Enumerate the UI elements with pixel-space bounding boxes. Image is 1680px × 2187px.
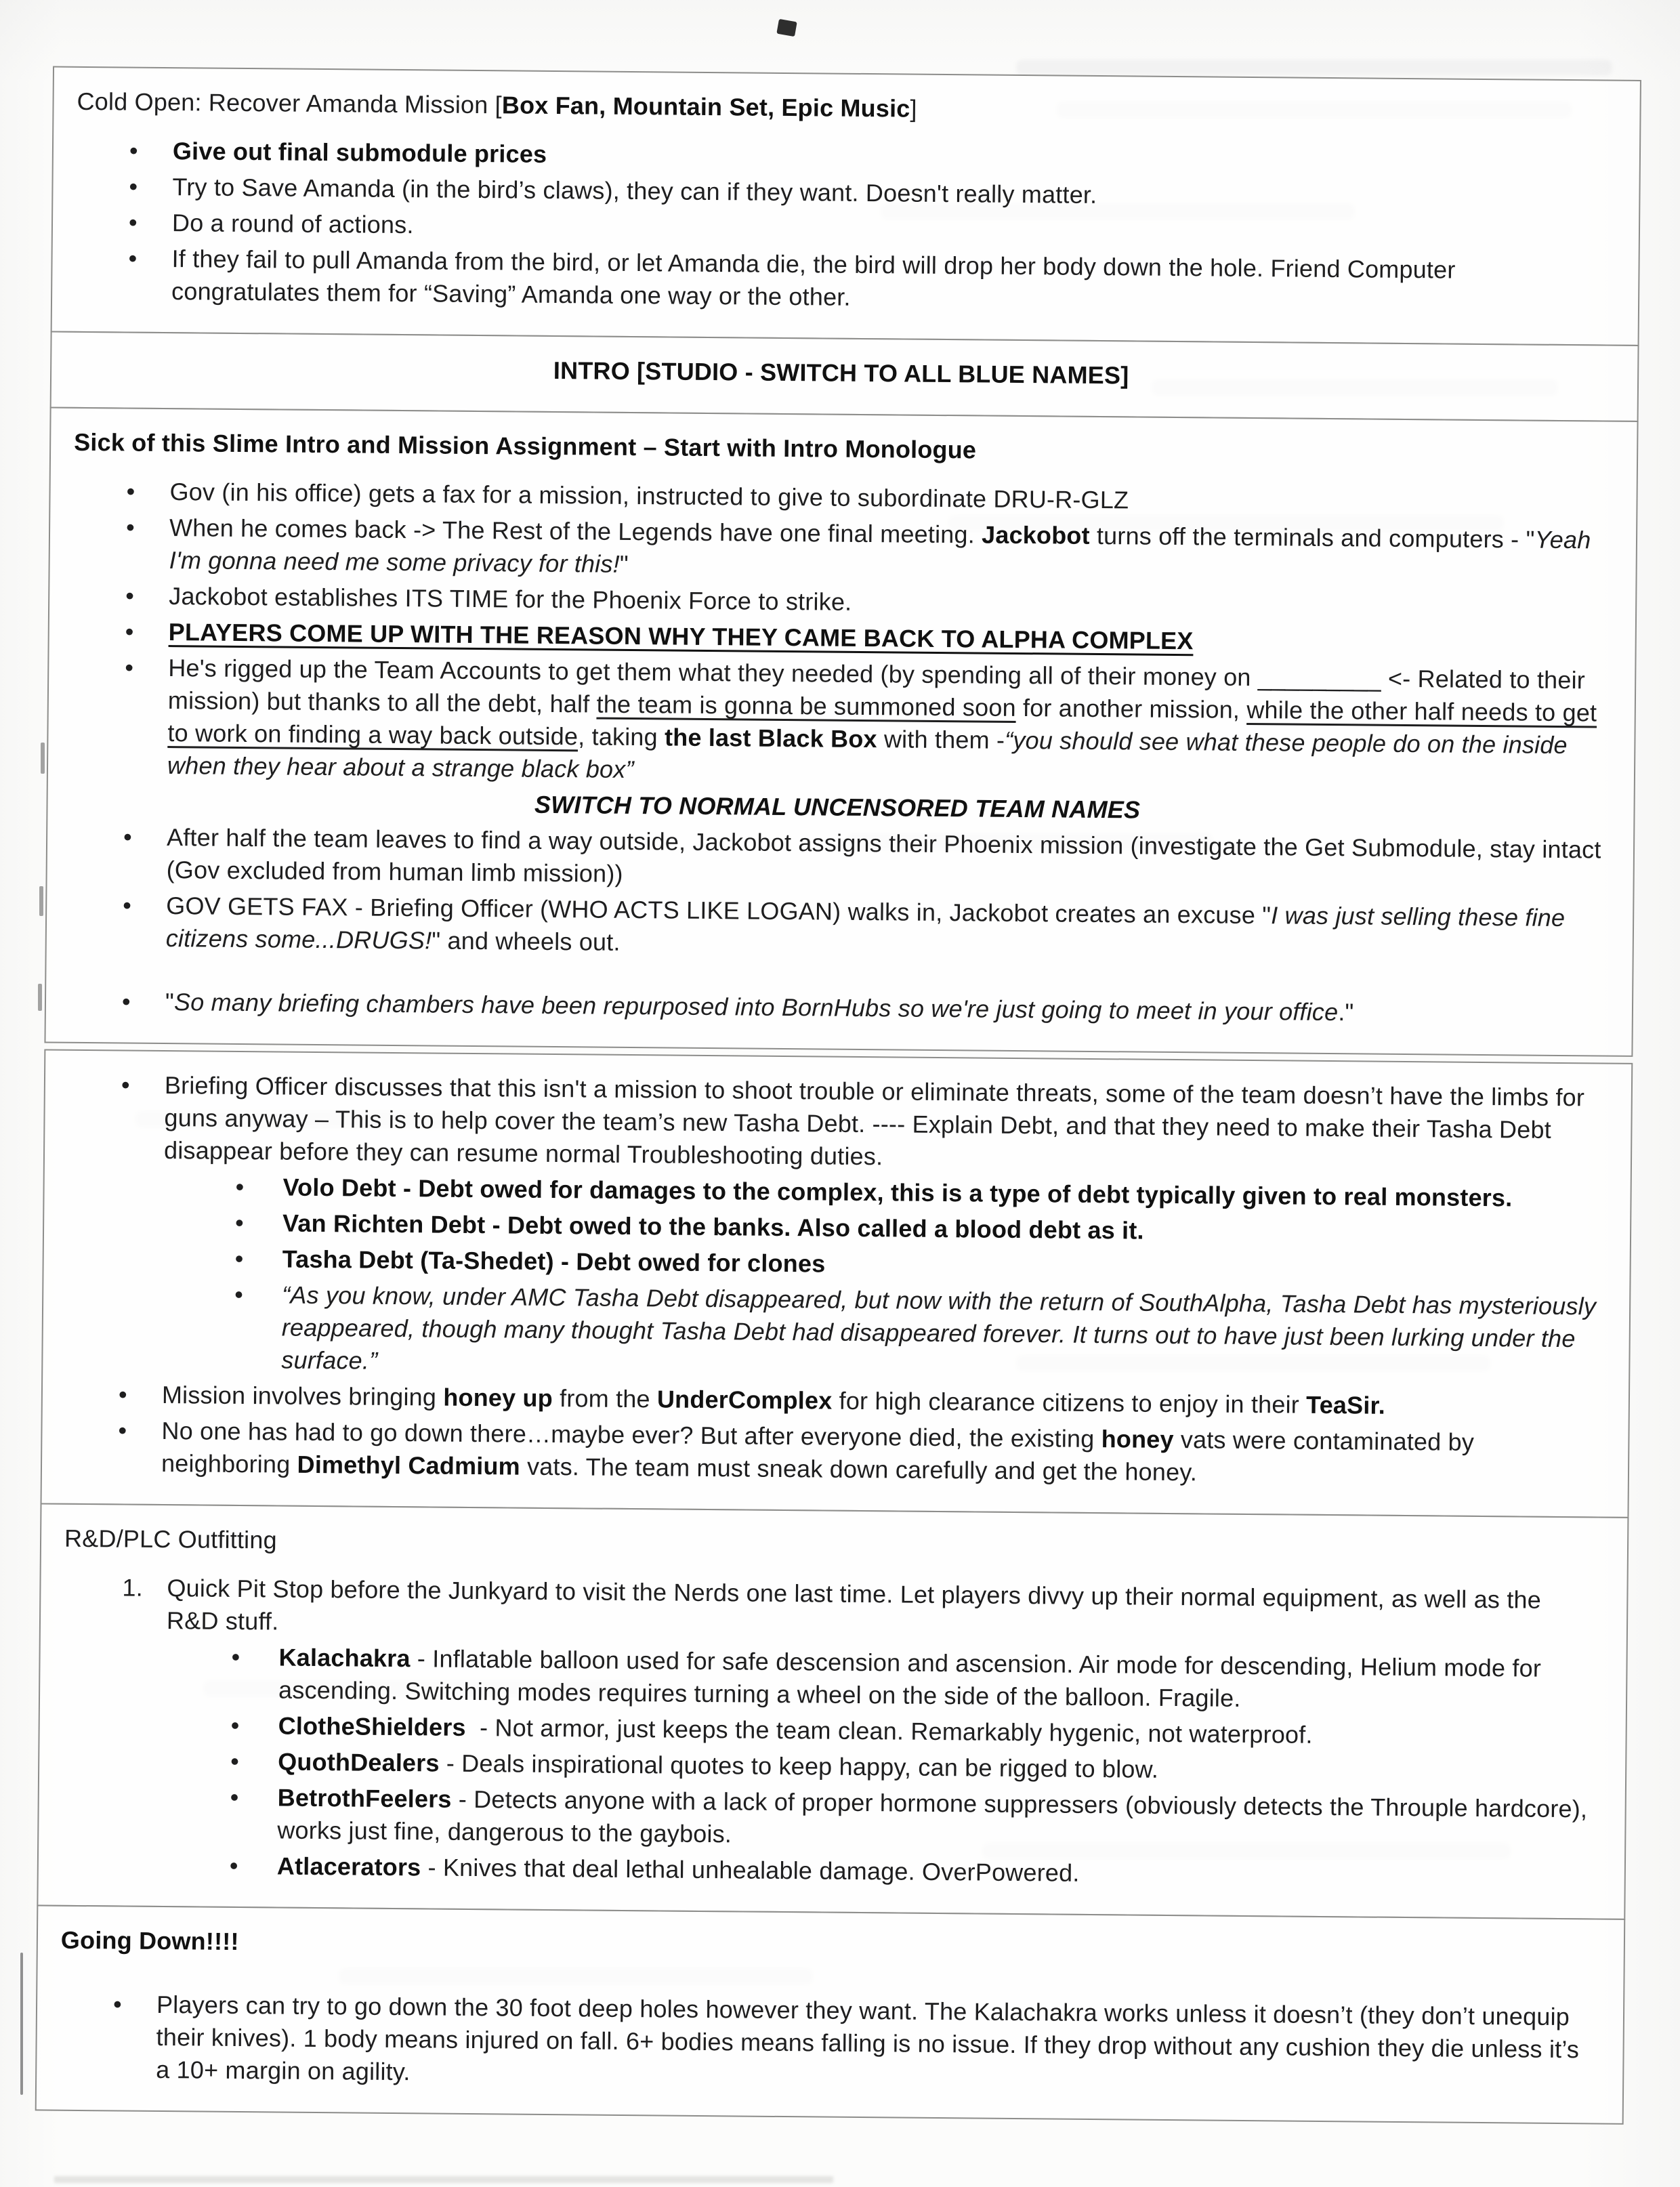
text-run: No one has had to go down there…maybe ever? But after everyone died, the existing (161, 1417, 1101, 1453)
text-run: from the (552, 1384, 658, 1413)
bullet-icon: • (125, 617, 134, 646)
bullet-icon: • (125, 581, 135, 610)
scan-edge-dash (38, 984, 42, 1011)
text-run: ClotheShielders (278, 1711, 466, 1741)
text-run: for another mission, (1015, 693, 1247, 724)
text-run: " (619, 549, 629, 578)
text-run: R&D/PLC Outfitting (64, 1524, 277, 1554)
bullet-item (70, 820, 1603, 899)
bullet-icon: • (235, 1172, 245, 1201)
bleed-through-artifact (1016, 60, 1612, 76)
bullet-item (66, 1277, 1599, 1388)
bullet-item (71, 651, 1605, 795)
bullet-item (69, 985, 1602, 1031)
text-run: When he comes back -> The Rest of the Legends have one final meeting. (169, 514, 982, 549)
bullet-icon: • (123, 891, 132, 919)
bullet-icon: • (125, 653, 134, 682)
section-heading (64, 1522, 1597, 1568)
bullet-icon: • (129, 136, 138, 165)
text-run: Sick of this Slime Intro and Mission Assignment – Start with Intro Monologue (74, 428, 977, 464)
text-run: Jackobot establishes ITS TIME for the Phoenix Force to strike. (169, 582, 852, 616)
text-run: PLAYERS COME UP WITH THE REASON WHY THEY CAME BACK TO ALPHA COMPLEX (168, 618, 1194, 655)
text-run: Mission involves bringing (161, 1381, 444, 1411)
bullet-item (68, 1068, 1601, 1180)
text-run: Van Richten Debt - Debt owed to the banks. Also called a blood debt as it. (282, 1209, 1144, 1245)
bullet-icon: • (231, 1642, 240, 1671)
section-heading (61, 1924, 1594, 1970)
text-run: Try to Save Amanda (in the bird’s claws), they can if they want. Doesn't really matter. (172, 173, 1097, 209)
centered-line (75, 350, 1608, 396)
text-run: - Deals inspirational quotes to keep happy, can be rigged to blow. (439, 1749, 1159, 1783)
text-run: vats were contaminated by neighboring (161, 1425, 1475, 1478)
bullet-icon: • (230, 1711, 240, 1740)
text-run: ] (910, 94, 917, 123)
text-run: , taking (578, 722, 665, 751)
text-run: SWITCH TO NORMAL UNCENSORED TEAM NAMES (534, 790, 1141, 824)
text-run: Cold Open: Recover Amanda Mission [ (77, 87, 503, 119)
section-slime-intro (44, 407, 1638, 1057)
text-run: turns off the terminals and computers - " (1089, 521, 1535, 554)
text-run: Gov (in his office) gets a fax for a mission, instructed to give to subordinate DRU-R-GLZ (169, 478, 1129, 514)
bullet-icon: • (125, 513, 135, 541)
text-run: QuothDealers (278, 1747, 440, 1777)
text-run: I was just selling these fine citizens some...DRUGS! (165, 901, 1566, 955)
document-page (35, 66, 1641, 2125)
text-run: Yeah I'm gonna need me some privacy for this! (169, 525, 1591, 578)
bullet-item (60, 1988, 1593, 2099)
text-run: ." (1338, 998, 1354, 1026)
text-run: honey up (443, 1383, 553, 1413)
bullet-item (70, 889, 1603, 967)
text-run: Tasha Debt (Ta-Shedet) - Debt owed for clones (282, 1245, 826, 1278)
scan-edge-dash (41, 743, 45, 774)
list-number: 1. (122, 1573, 144, 1602)
text-run: Box Fan, Mountain Set, Epic Music (501, 91, 910, 123)
text-run: Briefing Officer discusses that this isn't a mission to shoot trouble or eliminate threats, some of the team doesn’t have the limbs for guns anyway – This is to help cover the team’s new Tasha Debt. ---- Explain Debt, and that they need to make their Tasha Debt disappear before they can resume normal Troubleshooting duties. (163, 1071, 1585, 1171)
text-run: Volo Debt - Debt owed for damages to the complex, this is a type of debt typically given to real monsters. (282, 1173, 1513, 1212)
scan-artifact-speck (776, 19, 797, 37)
section-cold-open (51, 66, 1641, 346)
bullet-item (63, 1640, 1597, 1718)
text-run: GOV GETS FAX - Briefing Officer (WHO ACTS LIKE LOGAN) walks in, Jackobot creates an excuse " (166, 892, 1272, 930)
text-run: - Detects anyone with a lack of proper hormone suppressers (obviously detects the Throuple hardcore), works just fine, dangerous to the gaybois. (277, 1785, 1588, 1848)
bullet-icon: • (126, 477, 135, 505)
bullet-item (62, 1780, 1595, 1858)
text-run: with them - (877, 725, 1005, 754)
text-run: for high clearance citizens to enjoy in their (832, 1386, 1307, 1419)
bullet-icon: • (128, 244, 138, 272)
scan-edge-line (20, 1953, 23, 2095)
bullet-icon: • (121, 987, 131, 1016)
text-run: Kalachakra (278, 1643, 411, 1673)
text-run: Players can try to go down the 30 foot deep holes however they want. The Kalachakra works unless it doesn’t (they don’t unequip their knives). 1 body means injured on fall. 6+ bodies means falling is no issue. If they drop without any cushion they die unless it’s a 10+ margin on agility. (156, 1990, 1580, 2086)
text-run: UnderComplex (656, 1385, 833, 1415)
text-run: " and wheels out. (432, 926, 621, 956)
bullet-icon: • (230, 1747, 240, 1776)
text-run: So many briefing chambers have been repurposed into BornHubs so we're just going to meet in your office (173, 988, 1339, 1026)
text-run: - Knives that deal lethal unhealable damage. OverPowered. (421, 1853, 1080, 1887)
numbered-item (64, 1571, 1597, 1650)
scan-bottom-streak (54, 2176, 833, 2183)
text-run: the team is gonna be summoned soon (596, 690, 1016, 722)
scan-edge-dash (39, 886, 43, 916)
bullet-icon: • (118, 1416, 127, 1444)
text-run: TeaSir. (1305, 1390, 1386, 1419)
text-run: Dimethyl Cadmium (297, 1450, 521, 1480)
bullet-icon: • (121, 1070, 130, 1099)
section-briefing-debt (41, 1049, 1633, 1518)
bullet-icon: • (234, 1280, 244, 1309)
text-run: Quick Pit Stop before the Junkyard to visit the Nerds one last time. Let players divvy up their normal equipment, as well as the R&D stuff. (166, 1574, 1542, 1636)
bullet-icon: • (229, 1851, 238, 1880)
section-heading (77, 85, 1610, 131)
text-run: the last Black Box (664, 723, 877, 753)
text-run: Give out final submodule prices (172, 137, 547, 168)
text-run: while the other half needs to get to work on finding a way back outside (167, 695, 1597, 751)
section-outfitting (37, 1503, 1629, 1919)
bullet-icon: • (234, 1244, 244, 1273)
section-heading (74, 426, 1607, 472)
text-run: Atlacerators (276, 1852, 421, 1881)
bullet-icon: • (112, 1990, 123, 2018)
text-run: BetrothFeelers (277, 1783, 452, 1813)
text-run: “you should see what these people do on the inside when they hear about a strange black box” (167, 726, 1568, 784)
bullet-item (72, 511, 1606, 589)
bullet-item (75, 242, 1609, 320)
text-run: Jackobot (981, 520, 1090, 549)
text-run: vats. The team must sneak down carefully and get the honey. (520, 1452, 1198, 1486)
bullet-icon: • (230, 1783, 239, 1812)
bullet-icon: • (234, 1208, 245, 1237)
bullet-item (65, 1414, 1599, 1493)
text-run: - Not armor, just keeps the team clean. Remarkably hygenic, not waterproof. (465, 1713, 1313, 1749)
text-run: INTRO [STUDIO - SWITCH TO ALL BLUE NAMES] (553, 356, 1129, 390)
bullet-icon: • (128, 208, 138, 236)
text-run: If they fail to pull Amanda from the bird, or let Amanda die, the bird will drop her body down the hole. Friend Computer congratulates them for “Saving” Amanda one way or the other. (171, 245, 1456, 311)
text-run: Going Down!!!! (60, 1925, 239, 1956)
text-run: Do a round of actions. (171, 209, 414, 239)
bullet-icon: • (123, 822, 133, 851)
bullet-icon: • (118, 1380, 127, 1409)
text-run: He's rigged up the Team Accounts to get them what they needed (by spending all of their money on _________ <- Related to their mission) but thanks to all the debt, half (167, 654, 1586, 718)
text-run: - Inflatable balloon used for safe descension and ascension. Air mode for descending, Helium mode for ascending. Switching modes requires turning a wheel on the side of the balloon. Fragile. (278, 1644, 1542, 1712)
section-going-down (35, 1904, 1626, 2124)
text-run: " (165, 988, 175, 1016)
text-run: After half the team leaves to find a way outside, Jackobot assigns their Phoenix mission (investigate the Get Submodule, stay intact (Gov excluded from human limb mission)) (166, 823, 1601, 888)
bullet-icon: • (129, 172, 138, 201)
text-run: “As you know, under AMC Tasha Debt disappeared, but now with the return of SouthAlpha, Tasha Debt has mysteriously reappeared, though many thought Tasha Debt had disappeared forever. It turns out to have just been lurking under the surface.” (281, 1280, 1597, 1375)
text-run: honey (1101, 1425, 1174, 1454)
